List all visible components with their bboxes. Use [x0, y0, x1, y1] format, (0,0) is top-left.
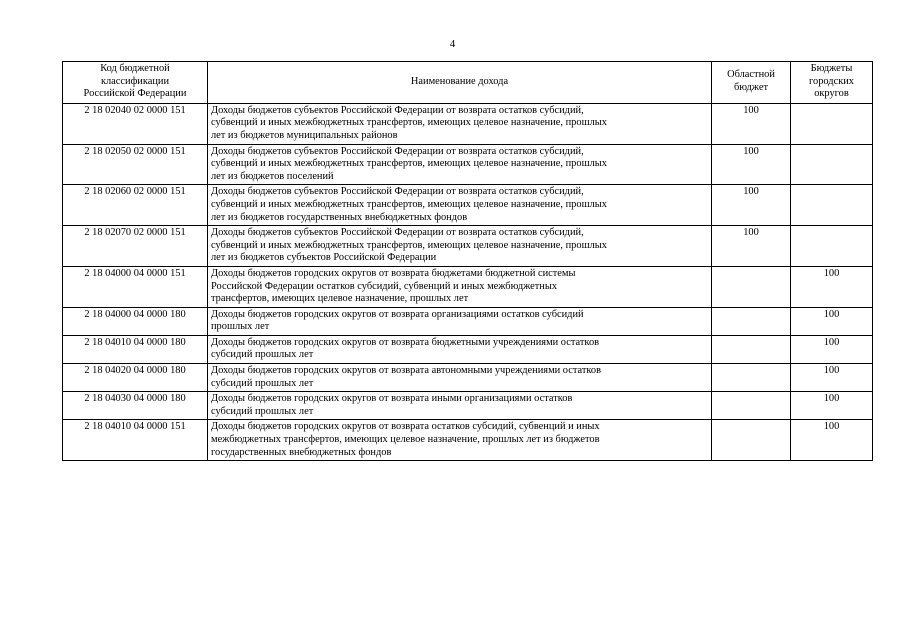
row-city-value: 100 [791, 420, 873, 461]
row-name-line: лет из бюджетов муниципальных районов [211, 129, 398, 141]
row-name-line: Доходы бюджетов городских округов от возврата автономными учреждениями остатков [211, 365, 602, 377]
row-name-line: субсидий прошлых лет [211, 405, 314, 417]
row-name [208, 185, 712, 226]
row-name [208, 226, 712, 267]
header-code-line: классификации [100, 75, 170, 87]
row-name-line: государственных внебюджетных фондов [211, 446, 392, 458]
row-name-line: Доходы бюджетов городских округов от возврата бюджетными учреждениями остатков [211, 336, 600, 348]
table-row [63, 185, 873, 226]
row-name-line: субсидий прошлых лет [211, 349, 314, 361]
row-code: 2 18 04020 04 0000 180 [63, 364, 208, 392]
table-body [63, 103, 873, 460]
table-row [63, 144, 873, 185]
row-code: 2 18 02050 02 0000 151 [63, 144, 208, 185]
row-regional-value: 100 [712, 103, 791, 144]
row-name-line: лет из бюджетов поселений [211, 170, 334, 182]
table-header-row [63, 62, 873, 104]
row-name-line: прошлых лет [211, 321, 270, 333]
table-row [63, 335, 873, 363]
row-code: 2 18 02060 02 0000 151 [63, 185, 208, 226]
row-name-line: Доходы бюджетов городских округов от возврата организациями остатков субсидий [211, 308, 584, 320]
page-number: 4 [449, 38, 456, 50]
row-name [208, 420, 712, 461]
header-code-line: Код бюджетной [100, 63, 170, 74]
row-city-value: 100 [791, 392, 873, 420]
row-city-value [791, 185, 873, 226]
row-name-line: субвенций и иных межбюджетных трансфертов, имеющих целевое назначение, прошлых [211, 198, 607, 210]
row-city-value: 100 [791, 266, 873, 307]
income-table [62, 61, 873, 461]
row-code: 2 18 04000 04 0000 180 [63, 307, 208, 335]
table-row [63, 103, 873, 144]
row-regional-value [712, 420, 791, 461]
row-city-value: 100 [791, 335, 873, 363]
header-code-line: Российской Федерации [83, 88, 187, 100]
header-regional [712, 62, 791, 104]
row-name [208, 144, 712, 185]
row-name-line: субвенций и иных межбюджетных трансфертов, имеющих целевое назначение, прошлых [211, 117, 607, 129]
row-code: 2 18 04030 04 0000 180 [63, 392, 208, 420]
header-name: Наименование дохода [208, 62, 712, 104]
header-city [791, 62, 873, 104]
row-name-line: Российской Федерации остатков субсидий, субвенций и иных межбюджетных [211, 280, 558, 292]
row-name-line: Доходы бюджетов субъектов Российской Федерации от возврата остатков субсидий, [211, 104, 584, 116]
row-code: 2 18 02070 02 0000 151 [63, 226, 208, 267]
row-code: 2 18 02040 02 0000 151 [63, 103, 208, 144]
row-name [208, 364, 712, 392]
row-name [208, 335, 712, 363]
header-regional-line: Областной [727, 69, 775, 81]
row-city-value: 100 [791, 364, 873, 392]
table-row [63, 307, 873, 335]
row-name-line: субвенций и иных межбюджетных трансфертов, имеющих целевое назначение, прошлых [211, 158, 607, 170]
row-regional-value: 100 [712, 185, 791, 226]
row-city-value [791, 144, 873, 185]
row-regional-value [712, 364, 791, 392]
row-city-value [791, 103, 873, 144]
row-regional-value [712, 392, 791, 420]
row-name [208, 103, 712, 144]
table-row [63, 420, 873, 461]
header-regional-line: бюджет [733, 81, 768, 93]
row-code: 2 18 04010 04 0000 151 [63, 420, 208, 461]
row-name-line: Доходы бюджетов городских округов от возврата остатков субсидий, субвенций и иных [211, 421, 600, 433]
header-city-line: округов [814, 88, 849, 100]
row-regional-value [712, 335, 791, 363]
table-row [63, 266, 873, 307]
row-regional-value: 100 [712, 144, 791, 185]
header-code [63, 62, 208, 104]
row-city-value: 100 [791, 307, 873, 335]
row-name [208, 392, 712, 420]
table-row [63, 392, 873, 420]
row-name-line: субвенций и иных межбюджетных трансфертов, имеющих целевое назначение, прошлых [211, 239, 607, 251]
row-name [208, 266, 712, 307]
row-name-line: межбюджетных трансфертов, имеющих целевое назначение, прошлых лет из бюджетов [211, 434, 600, 446]
row-code: 2 18 04000 04 0000 151 [63, 266, 208, 307]
row-name-line: субсидий прошлых лет [211, 377, 314, 389]
row-code: 2 18 04010 04 0000 180 [63, 335, 208, 363]
row-name-line: Доходы бюджетов городских округов от возврата иными организациями остатков [211, 393, 573, 405]
header-city-line: городских [809, 75, 854, 87]
row-name-line: Доходы бюджетов субъектов Российской Федерации от возврата остатков субсидий, [211, 145, 584, 157]
row-name [208, 307, 712, 335]
row-city-value [791, 226, 873, 267]
row-regional-value [712, 307, 791, 335]
row-regional-value [712, 266, 791, 307]
row-name-line: Доходы бюджетов субъектов Российской Федерации от возврата остатков субсидий, [211, 227, 584, 239]
header-city-line: Бюджеты [810, 63, 853, 74]
row-name-line: лет из бюджетов государственных внебюджетных фондов [211, 211, 468, 223]
table-row [63, 364, 873, 392]
row-regional-value: 100 [712, 226, 791, 267]
row-name-line: лет из бюджетов субъектов Российской Федерации [211, 252, 437, 264]
row-name-line: Доходы бюджетов городских округов от возврата бюджетами бюджетной системы [211, 267, 576, 279]
row-name-line: Доходы бюджетов субъектов Российской Федерации от возврата остатков субсидий, [211, 186, 584, 198]
table-row [63, 226, 873, 267]
row-name-line: трансфертов, имеющих целевое назначение, прошлых лет [211, 293, 469, 305]
